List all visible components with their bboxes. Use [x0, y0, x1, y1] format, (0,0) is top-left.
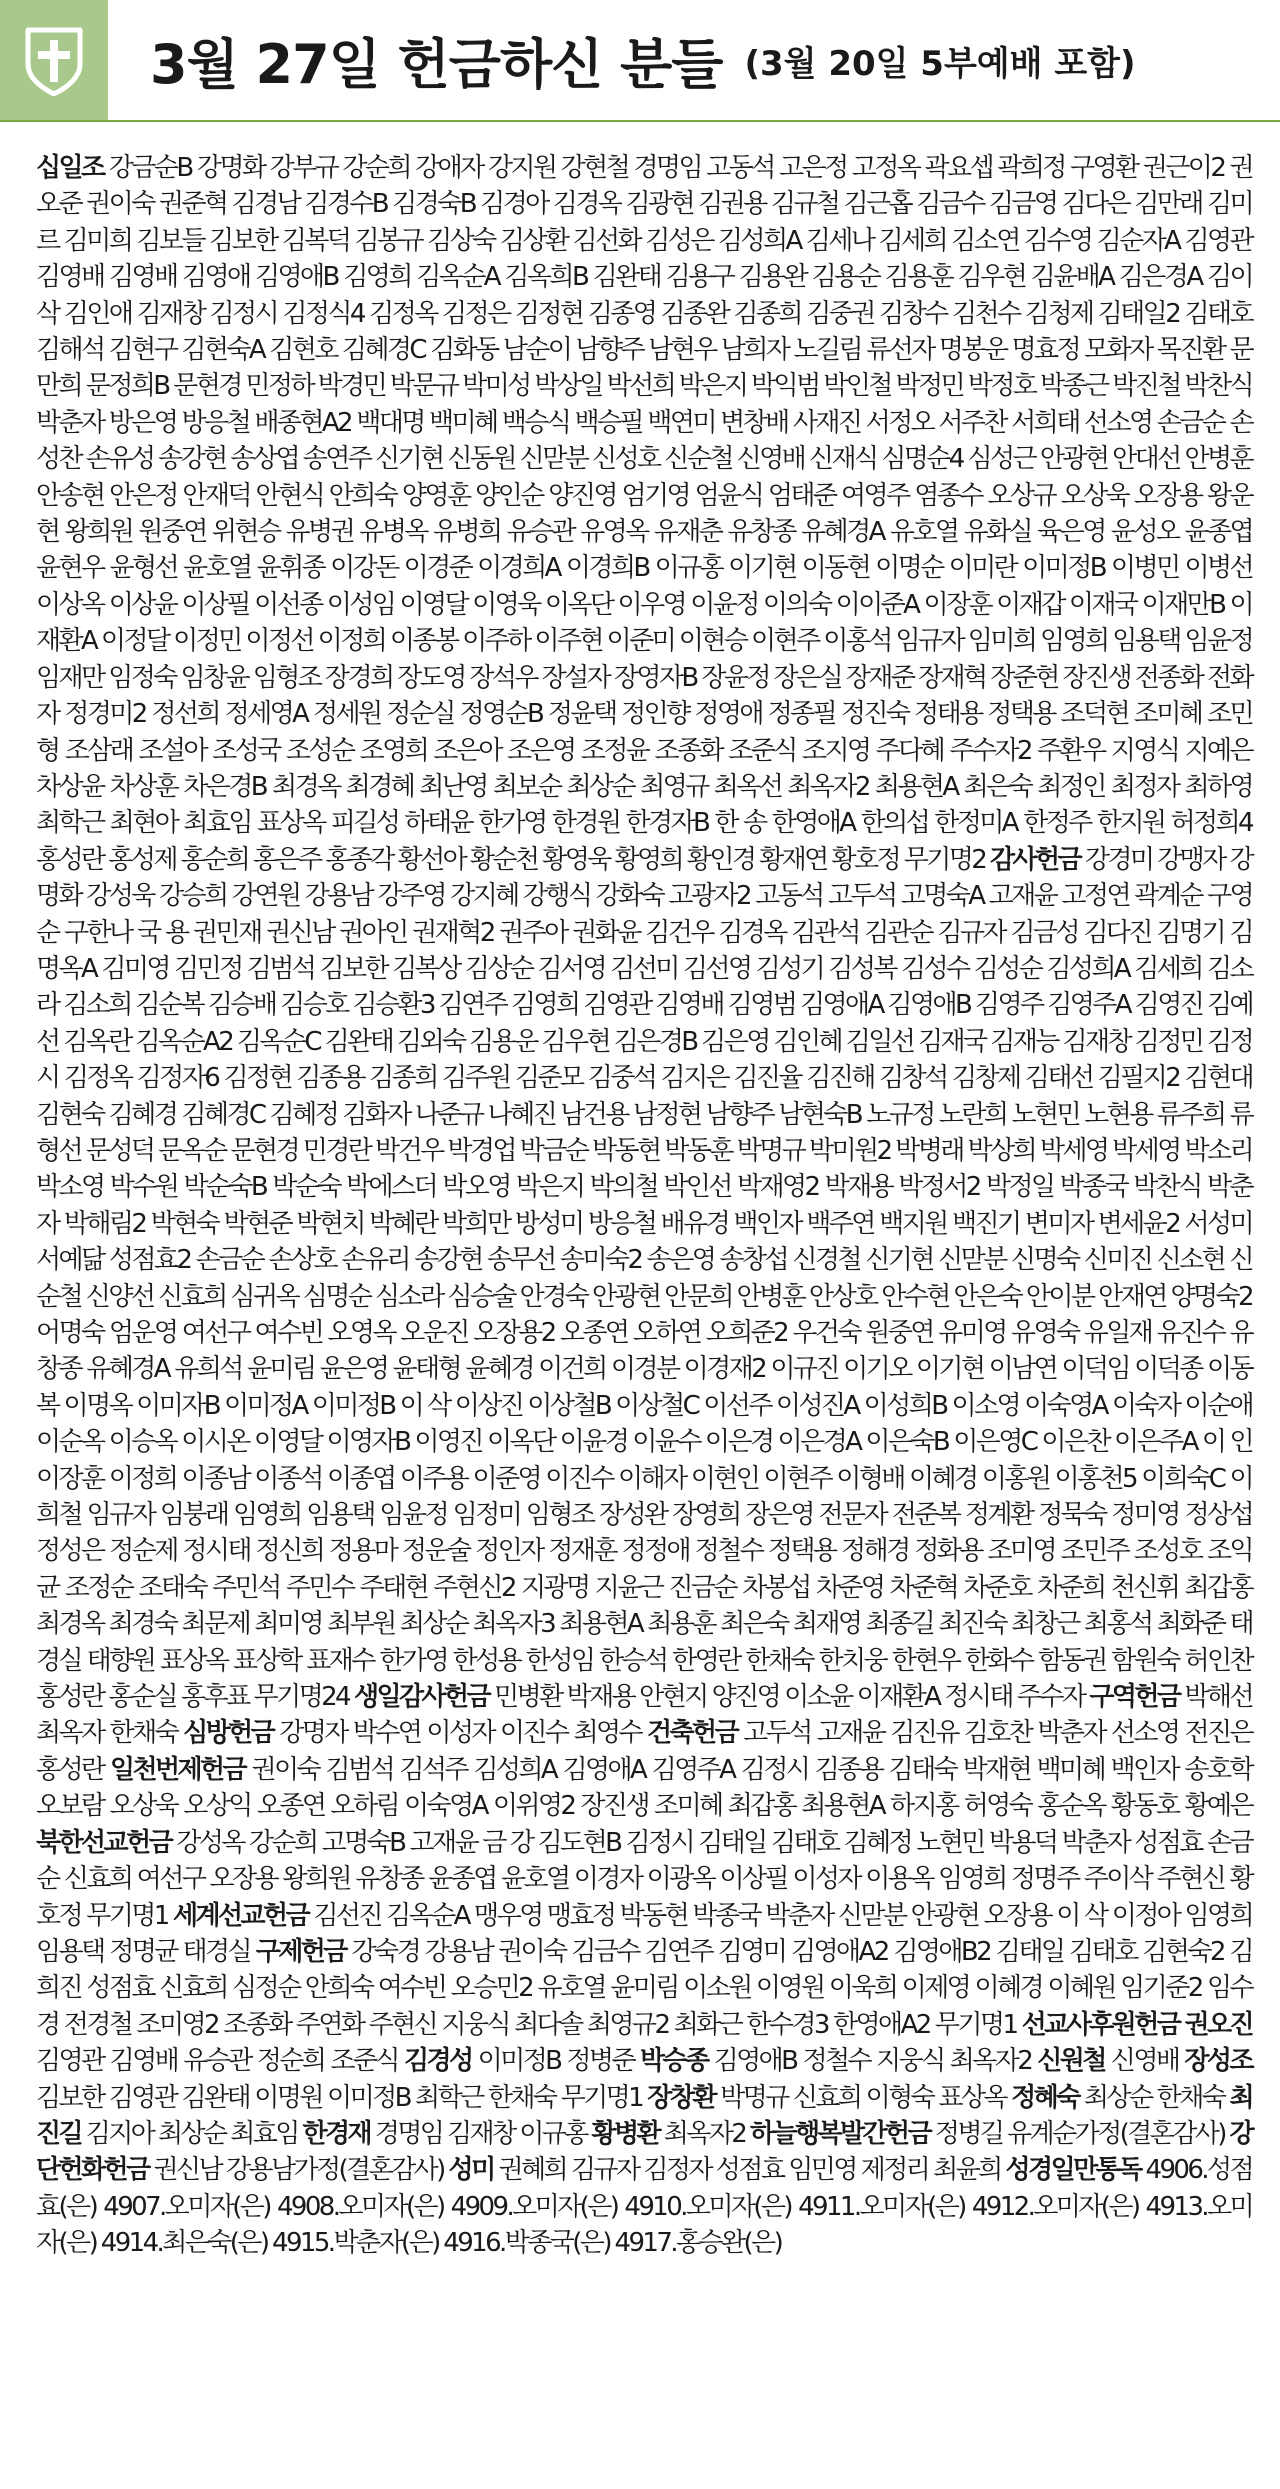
- section-names: 최상순 한채숙: [1083, 2082, 1225, 2113]
- section-names: 김보한 김영관 김완태 이명원 이미정B 최학근 한채숙 무기명1: [36, 2082, 643, 2113]
- section-label: 구역헌금: [1089, 1682, 1180, 1713]
- logo: [0, 0, 108, 120]
- page-subtitle: (3월 20일 5부예배 포함): [744, 43, 1136, 84]
- section-names: 경명임 김재창 이규홍: [374, 2118, 587, 2149]
- section-label: 십일조: [36, 153, 104, 183]
- section-label: 권오진: [1184, 2009, 1252, 2040]
- section-names: 권혜희 김규자 김정자 성점효 임민영 제정리 최윤희: [498, 2155, 1001, 2186]
- section-names: 권이숙 김범석 김석주 김성희A 김영애A 김영주A 김정시 김종용 김태숙 박재현 백미혜 백인자 송호학 오보람 오상욱 오상익 오종연 오하림 이숙영A 이위영2 장진생 조미혜 최갑홍 최용현A 하지홍 허영숙 홍순옥 황동호 황예은: [36, 1754, 1252, 1822]
- section-label: 김경성: [403, 2046, 472, 2077]
- section-names: 박해선 최옥자 한채숙: [36, 1682, 1252, 1749]
- section-label: 한경재: [302, 2118, 371, 2149]
- section-names: 강명자 박수연 이성자 이진수 최영수: [279, 1718, 641, 1749]
- section-names: 김선진 김옥순A 맹우영 맹효정 박동현 박종국 박춘자 신맏분 안광현 오장용 이 삭 이정아 임영희 임용택 정명균 태경실: [36, 1900, 1253, 1967]
- donor-list: [0, 122, 1280, 2262]
- section-label: 선교사후원헌금: [1021, 2009, 1180, 2040]
- section-label: 구제헌금: [255, 1936, 346, 1967]
- section-names: 강경미 강맹자 강명화 강성욱 강승희 강연원 강용남 강주영 강지혜 강행식 강화숙 고광자2 고동석 고두석 고명숙A 고재윤 고정연 곽계순 구영순 구한나 국 용 권민재 권신남 권아인 권재혁2 권주아 권화윤 김건우 김경옥 김관석 김관순 김규자 김금성 김다진 김명기 김명옥A 김미영 김민정 김범석 김보한 김복상 김상순 김서영 김선미 김선영 김성기 김성복 김성수 김성순 김성희A 김세희 김소라 김소희 김순복 김승배 김승호 김승환3 김연주 김영희 김영관 김영배 김영범 김영애A 김영애B 김영주 김영주A 김영진 김예선 김옥란 김옥순A2 김옥순C 김완태 김외숙 김용운 김우현 김은경B 김은영 김인혜 김일선 김재국 김재능 김재창 김정민 김정시 김정옥 김정자6 김정현 김종용 김종희 김주원 김준모 김중석 김지은 김진율 김진해 김창석 김창제 김태선 김필지2 김현대 김현숙 김혜경 김혜경C 김혜정 김화자 나준규 나혜진 남건용 남정현 남향주 남현숙B 노규정 노란희 노현민 노현용 류주희 류형선 문성덕 문옥순 문현경 민경란 박건우 박경업 박금순 박동현 박동훈 박명규 박미원2 박병래 박상희 박세영 박세영 박소리 박소영 박수원 박순숙B 박순숙 박에스더 박오영 박은지 박의철 박인선 박재영2 박재용 박정서2 박정일 박종국 박찬식 박춘자 박해림2 박현숙 박현준 박현치 박혜란 박희만 방성미 방응철 배유경 백인자 백주연 백지원 백진기 변미자 변세윤2 서성미 서예닮 성점효2 손금순 손상호 손유리 송강현 송무선 송미숙2 송은영 송창섭 신경철 신기현 신맏분 신명숙 신미진 신소현 신순철 신양선 신효희 심귀옥 심명순 심소라 심승술 안경숙 안광현 안문희 안병훈 안상호 안수현 안은숙 안이분 안재연 양명숙2 어명숙 엄운영 여선구 여수빈 오영옥 오운진 오장용2 오종연 오하연 오희준2 우건숙 원중연 유미영 유영숙 유일재 유진수 유창종 유혜경A 유희석 윤미림 윤은영 윤태형 윤혜경 이건희 이경분 이경재2 이규진 이기오 이기현 이남연 이덕임 이덕종 이동복 이명옥 이미자B 이미정A 이미정B 이 삭 이상진 이상철B 이상철C 이선주 이성진A 이성희B 이소영 이숙영A 이숙자 이순애 이순옥 이승옥 이시온 이영달 이영자B 이영진 이옥단 이윤경 이윤수 이은경 이은경A 이은숙B 이은영C 이은찬 이은주A 이 인 이장훈 이정희 이종남 이종석 이종엽 이주용 이준영 이진수 이해자 이현인 이현주 이형배 이혜경 이홍원 이홍천5 이희숙C 이희철 임규자 임붕래 임영희 임용택 임윤정 임정미 임형조 장성완 장영희 장은영 전문자 전준복 정계환 정묵숙 정미영 정상섭 정성은 정순제 정시태 정신희 정용마 정운술 정인자 정재훈 정정애 정철수 정택용 정해경 정화용 조미영 조민주 조성호 조익균 조정순 조태숙 주민석 주민수 주태현 주현신2 지광명 지윤근 진금순 차봉섭 차준영 차준혁 차준호 차준희 천신휘 최갑홍 최경옥 최경숙 최문제 최미영 최부원 최상순 최옥자3 최용현A 최용훈 최은숙 최재영 최종길 최진숙 최창근 최홍석 최화준 태경실 태향원 표상옥 표상학 표재수 한가영 한성용 한성임 한승석 한영란 한채숙 한치웅 한현우 한화수 함동권 함원숙 허인찬 홍성란 홍순실 홍후표 무기명24: [36, 844, 1252, 1713]
- section-label: 성미: [448, 2155, 494, 2186]
- section-label: 생일감사헌금: [353, 1682, 490, 1713]
- section-label: 성경일만통독: [1005, 2155, 1141, 2186]
- section-names: 정병길 유계순가정(결혼감사): [934, 2118, 1225, 2149]
- section-label: 심방헌금: [183, 1718, 274, 1749]
- section-label: 장성조: [1184, 2046, 1252, 2077]
- section-names: 강금순B 강명화 강부규 강순희 강애자 강지원 강현철 경명임 고동석 고은정 고정옥 곽요셉 곽희정 구영환 권근이2 권오준 권이숙 권준혁 김경남 김경수B 김경숙B 김경아 김경옥 김광현 김권용 김규철 김근홉 김금수 김금영 김다은 김만래 김미르 김미희 김보들 김보한 김복덕 김봉규 김상숙 김상환 김선화 김성은 김성희A 김세나 김세희 김소연 김수영 김순자A 김영관 김영배 김영배 김영애 김영애B 김영희 김옥순A 김옥희B 김완태 김용구 김용완 김용순 김용훈 김우현 김윤배A 김은경A 김이삭 김인애 김재창 김정시 김정식4 김정옥 김정은 김정현 김종영 김종완 김종희 김중권 김창수 김천수 김청제 김태일2 김태호 김해석 김현구 김현숙A 김현호 김혜경C 김화동 남순이 남향주 남현우 남희자 노길림 류선자 명봉운 명효정 모화자 목진환 문만희 문정희B 문현경 민정하 박경민 박문규 박미성 박상일 박선희 박은지 박익범 박인철 박정민 박정호 박종근 박진철 박찬식 박춘자 방은영 방응철 배종현A2 백대명 백미혜 백승식 백승필 백연미 변창배 사재진 서정오 서주찬 서희태 선소영 손금순 손성찬 손유성 송강현 송상엽 송연주 신기현 신동원 신맏분 신성호 신순철 신영배 신재식 심명순4 심성근 안광현 안대선 안병훈 안송현 안은정 안재덕 안현식 안희숙 양영훈 양인순 양진영 엄기영 엄윤식 엄태준 여영주 염종수 오상규 오상욱 오장용 왕운현 왕희원 원중연 위현승 유병권 유병옥 유병희 유승관 유영옥 유재춘 유창종 유혜경A 유호열 유화실 육은영 윤성오 윤종엽 윤현우 윤형선 윤호열 윤휘종 이강돈 이경준 이경희A 이경희B 이규홍 이기현 이동현 이명순 이미란 이미정B 이병민 이병선 이상옥 이상윤 이상필 이선종 이성임 이영달 이영욱 이옥단 이우영 이윤정 이의숙 이이준A 이장훈 이재갑 이재국 이재만B 이재환A 이정달 이정민 이정선 이정희 이종봉 이주하 이주현 이준미 이현승 이현주 이홍석 임규자 임미희 임영희 임용택 임윤정 임재만 임정숙 임창윤 임형조 장경희 장도영 장석우 장설자 장영자B 장윤정 장은실 장재준 장재혁 장준현 장진생 전종화 전화자 정경미2 정선희 정세영A 정세원 정순실 정영순B 정윤택 정인향 정영애 정종필 정진숙 정태용 정택용 조덕현 조미혜 조민형 조삼래 조설아 조성국 조성순 조영희 조은아 조은영 조정윤 조종화 조준식 조지영 주다혜 주수자2 주환우 지영식 지예은 차상윤 차상훈 차은경B 최경옥 최경혜 최난영 최보순 최상순 최영규 최옥선 최옥자2 최용현A 최은숙 최정인 최정자 최하영 최학근 최현아 최효임 표상옥 피길성 하태윤 한가영 한경원 한경자B 한 송 한영애A 한의섭 한정미A 한정주 한지원 허정희4 홍성란 홍성제 홍순희 홍은주 홍종각 황선아 황순천 황영욱 황영희 황인경 황재연 황호정 무기명2: [36, 153, 1253, 875]
- section-label: 세계선교헌금: [172, 1900, 309, 1931]
- section-names: 강숙경 강용남 권이숙 김금수 김연주 김영미 김영애A2 김영애B2 김태일 김태호 김현숙2 김희진 성점효 신효희 심정순 안희숙 여수빈 오승민2 유호열 윤미림 이소원 이영원 이욱희 이제영 이혜경 이혜원 임기준2 임수경 전경철 조미영2 조종화 주연화 주현신 지웅식 최다솔 최영규2 최화근 한수경3 한영애A2 무기명1: [36, 1936, 1252, 2040]
- page-title: 3월 27일 헌금하신 분들: [150, 32, 723, 96]
- section-names: 신영배: [1110, 2046, 1179, 2077]
- section-names: 김영애B 정철수 지웅식 최옥자2: [713, 2046, 1032, 2077]
- section-label: 장창환: [647, 2082, 715, 2113]
- section-label: 북한선교헌금: [36, 1827, 172, 1858]
- section-names: 4906.성점효(은) 4907.오미자(은) 4908.오미자(은) 4909.오미자(은) 4910.오미자(은) 4911.오미자(은) 4912.오미자(은) 4913.오미자(은) 4914.최은숙(은) 4915.박춘자(은) 4916.박종국(은) 4917.홍승완(은): [36, 2155, 1252, 2259]
- section-names: 김지아 최상순 최효임: [85, 2118, 298, 2149]
- section-names: 강성옥 강순희 고명숙B 고재윤 금 강 김도현B 김정시 김태일 김태호 김혜정 노현민 박용덕 박춘자 성점효 손금순 신효희 여선구 오장용 왕희원 유창종 윤종엽 윤호열 이경자 이광옥 이상필 이성자 이용옥 임영희 정명주 주이삭 주현신 황호정 무기명1: [36, 1827, 1252, 1931]
- section-names: 최옥자2: [663, 2118, 746, 2149]
- section-label: 일천번제헌금: [109, 1754, 246, 1785]
- section-names: 김영관 김영배 유승관 정순희 조준식: [36, 2046, 398, 2077]
- section-label: 하늘행복발간헌금: [749, 2118, 931, 2149]
- section-names: 고두석 고재윤 김진유 김호찬 박춘자 선소영 전진은 홍성란: [36, 1718, 1252, 1785]
- section-label: 박승종: [640, 2046, 708, 2077]
- section-label: 강단헌화헌금: [36, 2118, 1253, 2186]
- section-label: 황병환: [591, 2118, 660, 2149]
- section-names: 권신남 강용남가정(결혼감사): [153, 2155, 444, 2186]
- section-label: 신원철: [1037, 2046, 1105, 2077]
- section-label: 감사헌금: [990, 844, 1081, 875]
- cross-shield-icon: [22, 24, 86, 96]
- section-names: 민병환 박재용 안현지 양진영 이소윤 이재환A 정시태 주수자: [494, 1682, 1085, 1713]
- section-label: 건축헌금: [647, 1718, 738, 1749]
- page-header: [0, 0, 1280, 122]
- section-names: 박명규 신효희 이형숙 표상옥: [720, 2082, 1006, 2113]
- section-names: 이미정B 정병준: [477, 2046, 634, 2077]
- section-label: 정혜숙: [1011, 2082, 1079, 2113]
- section-label: 최진길: [36, 2082, 1252, 2149]
